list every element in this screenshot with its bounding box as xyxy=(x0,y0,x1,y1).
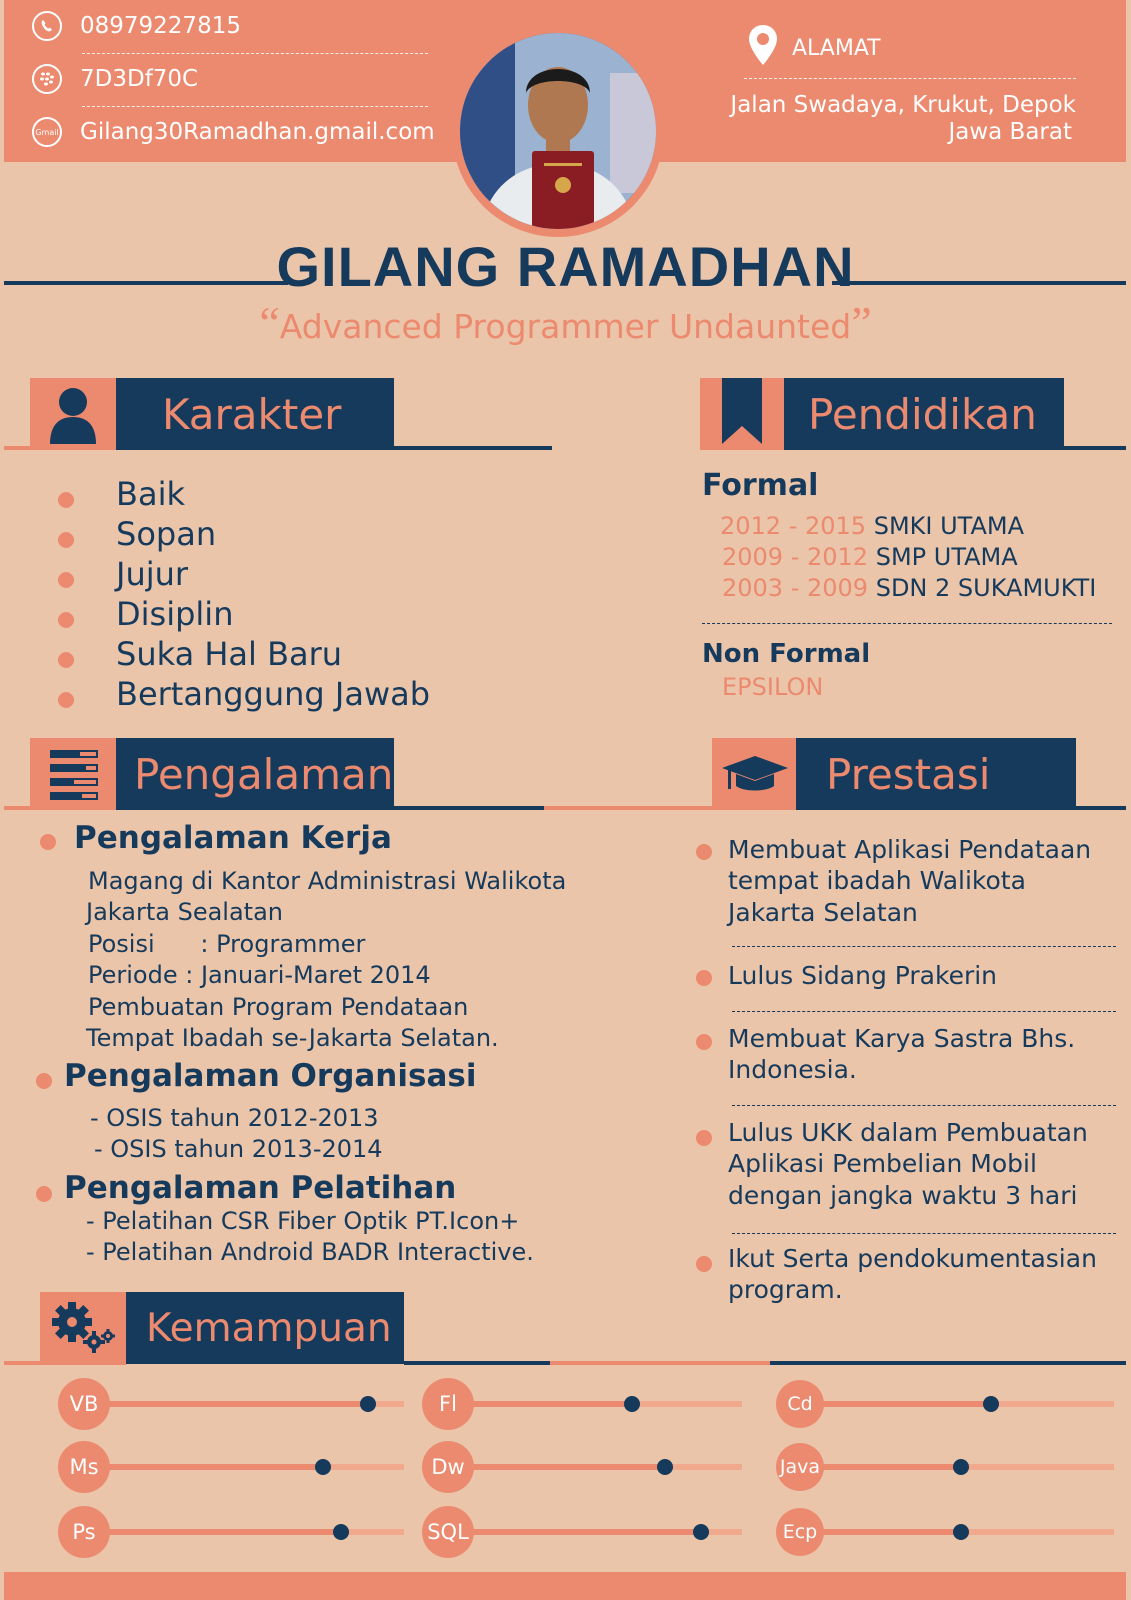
bullet xyxy=(696,970,712,986)
formal-heading: Formal xyxy=(702,468,819,503)
section-rule xyxy=(4,446,116,450)
address-line-2: Jawa Barat xyxy=(948,119,1072,145)
section-rule xyxy=(770,1361,1126,1365)
divider xyxy=(82,53,428,54)
section-rule xyxy=(544,806,714,810)
bullet xyxy=(58,612,74,628)
edu-years: 2009 - 2012 xyxy=(722,543,869,571)
section-rule xyxy=(4,806,116,810)
bullet xyxy=(36,1073,52,1089)
skill-badge: Dw xyxy=(422,1441,474,1493)
tagline: “Advanced Programmer Undaunted” xyxy=(259,297,872,348)
section-rule xyxy=(394,806,544,810)
divider xyxy=(744,78,1076,79)
skill-badge: Ms xyxy=(58,1441,110,1493)
person-name: GILANG RAMADHAN xyxy=(276,235,855,298)
contact-pin xyxy=(32,59,198,99)
section-rule xyxy=(550,1361,770,1365)
skill-level-marker xyxy=(983,1396,999,1412)
address-label: ALAMAT xyxy=(792,36,881,61)
prestasi-line: Jakarta Selatan xyxy=(728,898,918,927)
section-title-pendidikan: Pendidikan xyxy=(784,378,1064,450)
section-rule xyxy=(394,446,552,450)
phone-icon xyxy=(32,11,62,41)
karakter-item: Baik xyxy=(116,475,185,513)
list-icon-box xyxy=(30,738,116,810)
skill-badge: SQL xyxy=(422,1506,474,1558)
skill-level-marker xyxy=(693,1524,709,1540)
prestasi-line: Indonesia. xyxy=(728,1055,857,1084)
phone-text: 08979227815 xyxy=(80,13,241,39)
tagline-text: Advanced Programmer Undaunted xyxy=(279,307,852,346)
bookmark-icon-box xyxy=(700,378,784,450)
skill-level-marker xyxy=(953,1459,969,1475)
prestasi-line: Ikut Serta pendokumentasian xyxy=(728,1244,1097,1273)
edu-school: SMKI UTAMA xyxy=(873,512,1025,540)
organisasi-line: - OSIS tahun 2012-2013 xyxy=(90,1104,379,1132)
kerja-line: Pembuatan Program Pendataan xyxy=(88,993,469,1021)
bullet xyxy=(58,572,74,588)
prestasi-line: dengan jangka waktu 3 hari xyxy=(728,1181,1078,1210)
section-title-karakter: Karakter xyxy=(116,378,394,450)
skill-badge: Ps xyxy=(58,1506,110,1558)
skill-fill xyxy=(468,1464,665,1470)
pelatihan-line: - Pelatihan Android BADR Interactive. xyxy=(86,1238,534,1266)
karakter-item: Suka Hal Baru xyxy=(116,635,343,673)
section-title-pengalaman: Pengalaman xyxy=(116,738,394,810)
user-icon-box xyxy=(30,378,116,450)
kerja-line: Jakarta Sealatan xyxy=(86,898,283,926)
bullet xyxy=(58,652,74,668)
gears-icon-box xyxy=(40,1292,126,1364)
edu-school: SDN 2 SUKAMUKTI xyxy=(875,574,1097,602)
section-title-prestasi: Prestasi xyxy=(796,738,1076,810)
pin-text: 7D3Df70C xyxy=(80,66,199,92)
edu-years: 2003 - 2009 xyxy=(722,574,869,602)
profile-photo xyxy=(452,25,664,237)
skill-badge: Ecp xyxy=(776,1508,824,1556)
prestasi-line: Lulus Sidang Prakerin xyxy=(728,961,998,990)
bullet xyxy=(696,844,712,860)
location-pin-icon xyxy=(748,24,778,70)
kerja-heading: Pengalaman Kerja xyxy=(74,820,392,856)
edu-years: 2012 - 2015 xyxy=(720,512,867,540)
skill-badge: Cd xyxy=(776,1380,824,1428)
prestasi-line: Membuat Karya Sastra Bhs. xyxy=(728,1024,1076,1053)
organisasi-line: - OSIS tahun 2013-2014 xyxy=(94,1135,383,1163)
prestasi-line: tempat ibadah Walikota xyxy=(728,866,1026,895)
pelatihan-heading: Pengalaman Pelatihan xyxy=(64,1170,457,1206)
prestasi-line: program. xyxy=(728,1275,843,1304)
section-rule xyxy=(4,1361,126,1365)
skill-fill xyxy=(468,1529,701,1535)
skill-level-marker xyxy=(657,1459,673,1475)
kerja-line: Periode : Januari-Maret 2014 xyxy=(88,961,431,989)
graduation-cap-icon xyxy=(720,754,790,796)
kerja-line: Posisi : Programmer xyxy=(88,930,366,958)
divider xyxy=(732,1105,1116,1106)
skill-fill xyxy=(820,1464,961,1470)
contact-phone xyxy=(32,6,241,46)
email-text: Gilang30Ramadhan.gmail.com xyxy=(80,119,435,145)
edu-school: SMP UTAMA xyxy=(875,543,1018,571)
skill-level-marker xyxy=(360,1396,376,1412)
pelatihan-line: - Pelatihan CSR Fiber Optik PT.Icon+ xyxy=(86,1207,520,1235)
skill-level-marker xyxy=(953,1524,969,1540)
section-title-kemampuan: Kemampuan xyxy=(126,1292,404,1364)
skill-badge: Java xyxy=(776,1443,824,1491)
edu-row xyxy=(722,574,1096,602)
list-icon xyxy=(50,750,98,800)
section-rule xyxy=(404,1361,550,1365)
kerja-line: Tempat Ibadah se-Jakarta Selatan. xyxy=(86,1024,499,1052)
photo-image xyxy=(460,33,656,229)
skill-level-marker xyxy=(333,1524,349,1540)
bullet xyxy=(58,532,74,548)
contact-email xyxy=(32,112,435,152)
section-rule xyxy=(1064,446,1126,450)
skill-fill xyxy=(104,1529,341,1535)
divider xyxy=(732,1011,1116,1012)
edu-row xyxy=(722,543,1018,571)
bullet xyxy=(696,1034,712,1050)
bullet xyxy=(58,692,74,708)
organisasi-heading: Pengalaman Organisasi xyxy=(64,1058,477,1094)
bullet xyxy=(696,1256,712,1272)
edu-row xyxy=(720,512,1024,540)
footer-band xyxy=(4,1572,1126,1600)
nonformal-heading: Non Formal xyxy=(702,639,871,669)
skill-fill xyxy=(104,1401,368,1407)
graduation-cap-icon-box xyxy=(712,738,796,810)
gmail-icon: Gmail xyxy=(32,117,62,147)
skill-fill xyxy=(820,1529,961,1535)
bullet xyxy=(58,492,74,508)
bookmark-icon xyxy=(722,378,762,444)
user-icon xyxy=(48,384,98,444)
bullet xyxy=(696,1130,712,1146)
karakter-item: Sopan xyxy=(116,515,217,553)
skill-badge: Fl xyxy=(422,1378,474,1430)
gears-icon xyxy=(50,1300,116,1356)
address-line-1: Jalan Swadaya, Krukut, Depok xyxy=(730,92,1076,118)
prestasi-line: Aplikasi Pembelian Mobil xyxy=(728,1149,1037,1178)
kerja-line: Magang di Kantor Administrasi Walikota xyxy=(88,867,567,895)
karakter-item: Disiplin xyxy=(116,595,234,633)
karakter-item: Jujur xyxy=(116,555,189,593)
bullet xyxy=(40,834,56,850)
nonformal-item: EPSILON xyxy=(722,673,824,701)
divider xyxy=(732,946,1116,947)
section-rule xyxy=(1076,806,1126,810)
skill-level-marker xyxy=(624,1396,640,1412)
divider xyxy=(732,1233,1116,1234)
prestasi-line: Lulus UKK dalam Pembuatan xyxy=(728,1118,1088,1147)
karakter-item: Bertanggung Jawab xyxy=(116,675,431,713)
blackberry-icon xyxy=(32,64,62,94)
prestasi-line: Membuat Aplikasi Pendataan xyxy=(728,835,1092,864)
bullet xyxy=(36,1186,52,1202)
skill-fill xyxy=(468,1401,632,1407)
skill-fill xyxy=(104,1464,323,1470)
skill-fill xyxy=(820,1401,991,1407)
skill-badge: VB xyxy=(58,1378,110,1430)
divider xyxy=(82,106,428,107)
divider xyxy=(702,623,1112,624)
skill-level-marker xyxy=(315,1459,331,1475)
